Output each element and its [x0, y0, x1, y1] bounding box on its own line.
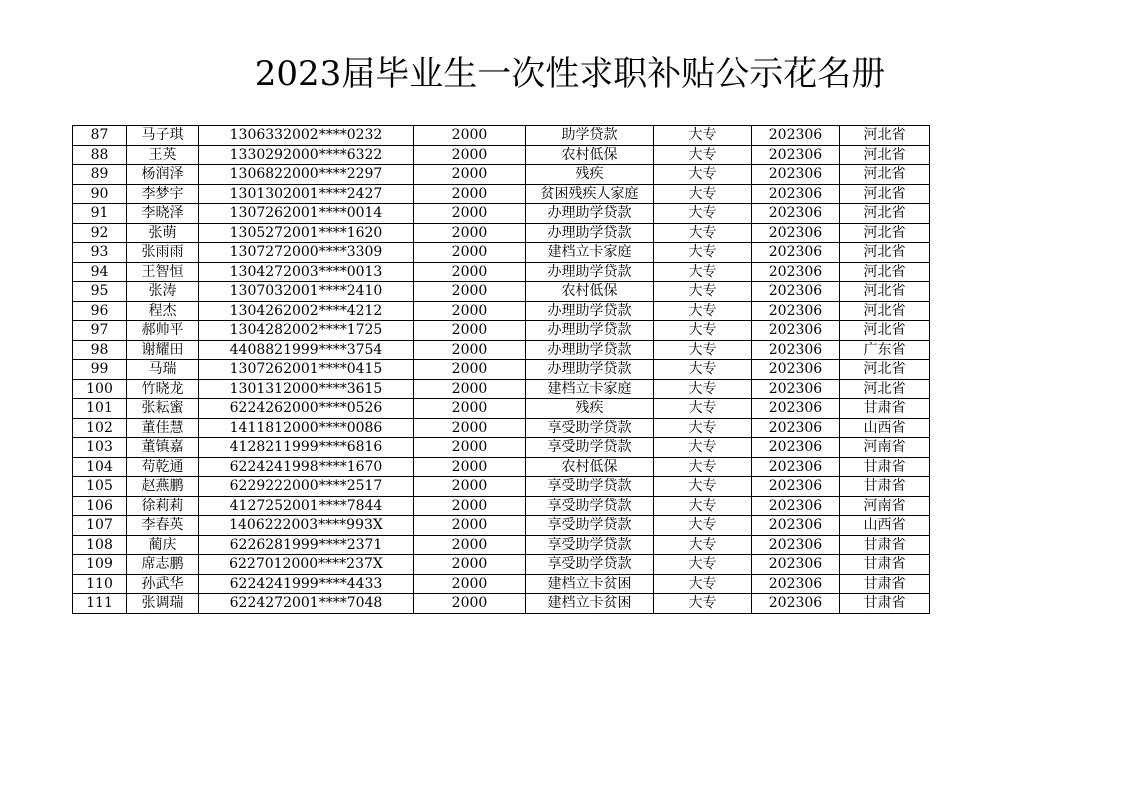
student-name-cell: 张萌 [127, 223, 199, 243]
student-name-cell: 董镇嘉 [127, 438, 199, 458]
id-number-cell: 6227012000****237X [199, 555, 414, 575]
subsidy-amount-cell: 2000 [414, 438, 526, 458]
hardship-category-cell: 农村低保 [526, 145, 654, 165]
hardship-category-cell: 残疾 [526, 165, 654, 185]
province-cell: 甘肃省 [840, 399, 930, 419]
hardship-category-cell: 享受助学贷款 [526, 555, 654, 575]
subsidy-amount-cell: 2000 [414, 574, 526, 594]
row-number-cell: 107 [73, 516, 127, 536]
graduation-date-cell: 202306 [752, 243, 840, 263]
row-number-cell: 93 [73, 243, 127, 263]
id-number-cell: 1306332002****0232 [199, 126, 414, 146]
student-name-cell: 马子琪 [127, 126, 199, 146]
subsidy-amount-cell: 2000 [414, 360, 526, 380]
id-number-cell: 1307262001****0415 [199, 360, 414, 380]
subsidy-amount-cell: 2000 [414, 457, 526, 477]
graduation-date-cell: 202306 [752, 340, 840, 360]
education-level-cell: 大专 [654, 126, 752, 146]
subsidy-amount-cell: 2000 [414, 243, 526, 263]
id-number-cell: 6226281999****2371 [199, 535, 414, 555]
student-name-cell: 王英 [127, 145, 199, 165]
subsidy-amount-cell: 2000 [414, 321, 526, 341]
province-cell: 河北省 [840, 204, 930, 224]
id-number-cell: 6224262000****0526 [199, 399, 414, 419]
education-level-cell: 大专 [654, 516, 752, 536]
graduation-date-cell: 202306 [752, 457, 840, 477]
education-level-cell: 大专 [654, 204, 752, 224]
province-cell: 河南省 [840, 496, 930, 516]
table-row [73, 301, 930, 321]
hardship-category-cell: 建档立卡家庭 [526, 243, 654, 263]
education-level-cell: 大专 [654, 574, 752, 594]
student-name-cell: 苟乾通 [127, 457, 199, 477]
education-level-cell: 大专 [654, 379, 752, 399]
student-name-cell: 董佳慧 [127, 418, 199, 438]
subsidy-amount-cell: 2000 [414, 594, 526, 614]
graduation-date-cell: 202306 [752, 301, 840, 321]
province-cell: 甘肃省 [840, 574, 930, 594]
hardship-category-cell: 办理助学贷款 [526, 223, 654, 243]
table-row [73, 594, 930, 614]
id-number-cell: 1301312000****3615 [199, 379, 414, 399]
id-number-cell: 1406222003****993X [199, 516, 414, 536]
education-level-cell: 大专 [654, 418, 752, 438]
education-level-cell: 大专 [654, 321, 752, 341]
id-number-cell: 6224241998****1670 [199, 457, 414, 477]
education-level-cell: 大专 [654, 594, 752, 614]
student-name-cell: 马瑞 [127, 360, 199, 380]
subsidy-amount-cell: 2000 [414, 516, 526, 536]
row-number-cell: 108 [73, 535, 127, 555]
student-name-cell: 席志鹏 [127, 555, 199, 575]
hardship-category-cell: 办理助学贷款 [526, 204, 654, 224]
table-row [73, 555, 930, 575]
student-name-cell: 张耘蜜 [127, 399, 199, 419]
hardship-category-cell: 农村低保 [526, 457, 654, 477]
row-number-cell: 105 [73, 477, 127, 497]
graduation-date-cell: 202306 [752, 184, 840, 204]
subsidy-amount-cell: 2000 [414, 223, 526, 243]
student-name-cell: 张涛 [127, 282, 199, 302]
id-number-cell: 1306822000****2297 [199, 165, 414, 185]
table-row [73, 457, 930, 477]
education-level-cell: 大专 [654, 438, 752, 458]
province-cell: 河北省 [840, 126, 930, 146]
graduation-date-cell: 202306 [752, 477, 840, 497]
graduation-date-cell: 202306 [752, 399, 840, 419]
subsidy-amount-cell: 2000 [414, 184, 526, 204]
table-row [73, 340, 930, 360]
hardship-category-cell: 农村低保 [526, 282, 654, 302]
row-number-cell: 96 [73, 301, 127, 321]
row-number-cell: 89 [73, 165, 127, 185]
row-number-cell: 103 [73, 438, 127, 458]
province-cell: 甘肃省 [840, 535, 930, 555]
id-number-cell: 1304272003****0013 [199, 262, 414, 282]
graduation-date-cell: 202306 [752, 535, 840, 555]
roster-table [72, 125, 930, 614]
subsidy-amount-cell: 2000 [414, 535, 526, 555]
row-number-cell: 109 [73, 555, 127, 575]
table-row [73, 438, 930, 458]
graduation-date-cell: 202306 [752, 360, 840, 380]
hardship-category-cell: 助学贷款 [526, 126, 654, 146]
education-level-cell: 大专 [654, 340, 752, 360]
graduation-date-cell: 202306 [752, 379, 840, 399]
page-title: 2023届毕业生一次性求职补贴公示花名册 [254, 54, 886, 94]
hardship-category-cell: 享受助学贷款 [526, 477, 654, 497]
graduation-date-cell: 202306 [752, 321, 840, 341]
province-cell: 甘肃省 [840, 555, 930, 575]
student-name-cell: 赵燕鹏 [127, 477, 199, 497]
hardship-category-cell: 享受助学贷款 [526, 418, 654, 438]
table-row [73, 223, 930, 243]
province-cell: 广东省 [840, 340, 930, 360]
student-name-cell: 张雨雨 [127, 243, 199, 263]
row-number-cell: 106 [73, 496, 127, 516]
subsidy-amount-cell: 2000 [414, 204, 526, 224]
education-level-cell: 大专 [654, 496, 752, 516]
province-cell: 河北省 [840, 360, 930, 380]
id-number-cell: 1307272000****3309 [199, 243, 414, 263]
table-row [73, 184, 930, 204]
province-cell: 甘肃省 [840, 457, 930, 477]
subsidy-amount-cell: 2000 [414, 418, 526, 438]
education-level-cell: 大专 [654, 535, 752, 555]
table-row [73, 126, 930, 146]
id-number-cell: 1330292000****6322 [199, 145, 414, 165]
graduation-date-cell: 202306 [752, 418, 840, 438]
subsidy-amount-cell: 2000 [414, 126, 526, 146]
student-name-cell: 李春英 [127, 516, 199, 536]
hardship-category-cell: 享受助学贷款 [526, 535, 654, 555]
student-name-cell: 郝帅平 [127, 321, 199, 341]
subsidy-amount-cell: 2000 [414, 340, 526, 360]
row-number-cell: 110 [73, 574, 127, 594]
table-row [73, 360, 930, 380]
row-number-cell: 91 [73, 204, 127, 224]
table-row [73, 379, 930, 399]
student-name-cell: 孙武华 [127, 574, 199, 594]
id-number-cell: 6224241999****4433 [199, 574, 414, 594]
province-cell: 山西省 [840, 516, 930, 536]
graduation-date-cell: 202306 [752, 126, 840, 146]
province-cell: 河北省 [840, 282, 930, 302]
table-row [73, 204, 930, 224]
row-number-cell: 94 [73, 262, 127, 282]
education-level-cell: 大专 [654, 555, 752, 575]
hardship-category-cell: 享受助学贷款 [526, 516, 654, 536]
table-row [73, 282, 930, 302]
hardship-category-cell: 建档立卡贫困 [526, 594, 654, 614]
id-number-cell: 4408821999****3754 [199, 340, 414, 360]
table-row [73, 262, 930, 282]
row-number-cell: 95 [73, 282, 127, 302]
table-row [73, 477, 930, 497]
subsidy-amount-cell: 2000 [414, 165, 526, 185]
subsidy-amount-cell: 2000 [414, 555, 526, 575]
table-row [73, 574, 930, 594]
id-number-cell: 1411812000****0086 [199, 418, 414, 438]
student-name-cell: 李晓泽 [127, 204, 199, 224]
hardship-category-cell: 办理助学贷款 [526, 340, 654, 360]
row-number-cell: 87 [73, 126, 127, 146]
id-number-cell: 4128211999****6816 [199, 438, 414, 458]
row-number-cell: 104 [73, 457, 127, 477]
hardship-category-cell: 贫困残疾人家庭 [526, 184, 654, 204]
province-cell: 河北省 [840, 301, 930, 321]
education-level-cell: 大专 [654, 223, 752, 243]
hardship-category-cell: 享受助学贷款 [526, 496, 654, 516]
id-number-cell: 1304262002****4212 [199, 301, 414, 321]
province-cell: 山西省 [840, 418, 930, 438]
table-row [73, 516, 930, 536]
graduation-date-cell: 202306 [752, 282, 840, 302]
subsidy-amount-cell: 2000 [414, 379, 526, 399]
row-number-cell: 111 [73, 594, 127, 614]
province-cell: 甘肃省 [840, 477, 930, 497]
hardship-category-cell: 办理助学贷款 [526, 360, 654, 380]
subsidy-amount-cell: 2000 [414, 477, 526, 497]
education-level-cell: 大专 [654, 282, 752, 302]
id-number-cell: 1305272001****1620 [199, 223, 414, 243]
student-name-cell: 蔺庆 [127, 535, 199, 555]
hardship-category-cell: 残疾 [526, 399, 654, 419]
student-name-cell: 李梦宇 [127, 184, 199, 204]
table-row [73, 399, 930, 419]
id-number-cell: 1304282002****1725 [199, 321, 414, 341]
hardship-category-cell: 享受助学贷款 [526, 438, 654, 458]
graduation-date-cell: 202306 [752, 438, 840, 458]
graduation-date-cell: 202306 [752, 555, 840, 575]
province-cell: 河南省 [840, 438, 930, 458]
province-cell: 河北省 [840, 184, 930, 204]
row-number-cell: 90 [73, 184, 127, 204]
student-name-cell: 徐莉莉 [127, 496, 199, 516]
province-cell: 甘肃省 [840, 594, 930, 614]
graduation-date-cell: 202306 [752, 223, 840, 243]
student-name-cell: 谢耀田 [127, 340, 199, 360]
graduation-date-cell: 202306 [752, 496, 840, 516]
row-number-cell: 98 [73, 340, 127, 360]
student-name-cell: 竹晓龙 [127, 379, 199, 399]
id-number-cell: 4127252001****7844 [199, 496, 414, 516]
province-cell: 河北省 [840, 379, 930, 399]
subsidy-amount-cell: 2000 [414, 399, 526, 419]
subsidy-amount-cell: 2000 [414, 282, 526, 302]
hardship-category-cell: 建档立卡贫困 [526, 574, 654, 594]
subsidy-amount-cell: 2000 [414, 262, 526, 282]
graduation-date-cell: 202306 [752, 262, 840, 282]
province-cell: 河北省 [840, 321, 930, 341]
hardship-category-cell: 建档立卡家庭 [526, 379, 654, 399]
row-number-cell: 102 [73, 418, 127, 438]
education-level-cell: 大专 [654, 360, 752, 380]
row-number-cell: 100 [73, 379, 127, 399]
subsidy-amount-cell: 2000 [414, 496, 526, 516]
province-cell: 河北省 [840, 223, 930, 243]
graduation-date-cell: 202306 [752, 145, 840, 165]
education-level-cell: 大专 [654, 477, 752, 497]
id-number-cell: 6229222000****2517 [199, 477, 414, 497]
table-row [73, 496, 930, 516]
table-row [73, 145, 930, 165]
province-cell: 河北省 [840, 243, 930, 263]
student-name-cell: 杨润泽 [127, 165, 199, 185]
student-name-cell: 程杰 [127, 301, 199, 321]
education-level-cell: 大专 [654, 165, 752, 185]
id-number-cell: 1301302001****2427 [199, 184, 414, 204]
id-number-cell: 1307262001****0014 [199, 204, 414, 224]
table-row [73, 321, 930, 341]
graduation-date-cell: 202306 [752, 165, 840, 185]
table-row [73, 418, 930, 438]
education-level-cell: 大专 [654, 457, 752, 477]
row-number-cell: 101 [73, 399, 127, 419]
graduation-date-cell: 202306 [752, 574, 840, 594]
education-level-cell: 大专 [654, 243, 752, 263]
table-row [73, 165, 930, 185]
row-number-cell: 99 [73, 360, 127, 380]
province-cell: 河北省 [840, 262, 930, 282]
id-number-cell: 6224272001****7048 [199, 594, 414, 614]
subsidy-amount-cell: 2000 [414, 301, 526, 321]
province-cell: 河北省 [840, 145, 930, 165]
education-level-cell: 大专 [654, 262, 752, 282]
education-level-cell: 大专 [654, 399, 752, 419]
table-row [73, 243, 930, 263]
roster-body [73, 126, 930, 614]
hardship-category-cell: 办理助学贷款 [526, 262, 654, 282]
education-level-cell: 大专 [654, 145, 752, 165]
row-number-cell: 92 [73, 223, 127, 243]
subsidy-amount-cell: 2000 [414, 145, 526, 165]
hardship-category-cell: 办理助学贷款 [526, 321, 654, 341]
student-name-cell: 王智恒 [127, 262, 199, 282]
province-cell: 河北省 [840, 165, 930, 185]
row-number-cell: 88 [73, 145, 127, 165]
hardship-category-cell: 办理助学贷款 [526, 301, 654, 321]
table-row [73, 535, 930, 555]
graduation-date-cell: 202306 [752, 204, 840, 224]
graduation-date-cell: 202306 [752, 516, 840, 536]
education-level-cell: 大专 [654, 184, 752, 204]
row-number-cell: 97 [73, 321, 127, 341]
id-number-cell: 1307032001****2410 [199, 282, 414, 302]
student-name-cell: 张调瑞 [127, 594, 199, 614]
education-level-cell: 大专 [654, 301, 752, 321]
graduation-date-cell: 202306 [752, 594, 840, 614]
